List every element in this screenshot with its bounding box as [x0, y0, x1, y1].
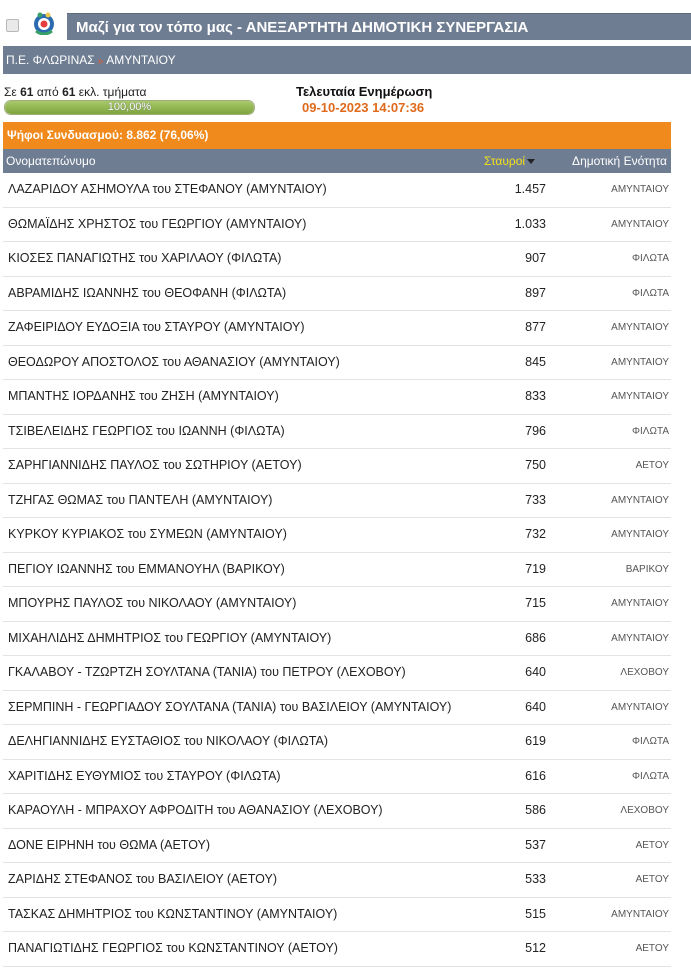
breadcrumb-region-link[interactable]: Π.Ε. ΦΛΩΡΙΝΑΣ [6, 53, 95, 67]
candidate-name: ΤΑΣΚΑΣ ΔΗΜΗΤΡΙΟΣ του ΚΩΝΣΤΑΝΤΙΝΟΥ (ΑΜΥΝΤΑΙΟΥ) [8, 906, 338, 921]
candidate-unit: ΦΙΛΩΤΑ [632, 425, 669, 437]
candidate-votes: 719 [525, 561, 546, 576]
table-row [3, 691, 671, 726]
candidate-name: ΖΑΡΙΔΗΣ ΣΤΕΦΑΝΟΣ του ΒΑΣΙΛΕΙΟΥ (ΑΕΤΟΥ) [8, 872, 277, 886]
table-row [3, 587, 671, 622]
candidate-unit: ΑΜΥΝΤΑΙΟΥ [611, 494, 669, 506]
candidate-name: ΜΠΟΥΡΗΣ ΠΑΥΛΟΣ του ΝΙΚΟΛΑΟΥ (ΑΜΥΝΤΑΙΟΥ) [8, 596, 297, 610]
candidate-unit: ΦΙΛΩΤΑ [632, 287, 669, 299]
progress-counted: 61 [20, 85, 34, 99]
column-header-votes[interactable] [484, 149, 535, 173]
candidate-name: ΓΚΑΛΑΒΟΥ - ΤΖΩΡΤΖΗ ΣΟΥΛΤΑΝΑ (ΤΑΝΙΑ) του ΠΕΤΡΟΥ (ΛΕΧΟΒΟΥ) [8, 665, 406, 679]
candidate-votes: 907 [525, 251, 546, 265]
candidate-unit: ΑΜΥΝΤΑΙΟΥ [611, 391, 669, 402]
progress-suffix: εκλ. τμήματα [78, 85, 147, 99]
candidate-unit: ΑΜΥΝΤΑΙΟΥ [611, 184, 669, 195]
candidate-unit: ΑΜΥΝΤΑΙΟΥ [611, 529, 669, 540]
party-logo-icon [33, 11, 55, 35]
candidate-votes: 833 [525, 389, 546, 403]
candidate-unit: ΑΕΤΟΥ [635, 839, 669, 851]
candidate-name: ΔΕΛΗΓΙΑΝΝΙΔΗΣ ΕΥΣΤΑΘΙΟΣ του ΝΙΚΟΛΑΟΥ (ΦΙΛΩΤΑ) [8, 734, 328, 748]
table-row [3, 380, 671, 415]
table-row [3, 346, 671, 381]
candidate-votes: 897 [525, 285, 546, 300]
column-header-unit[interactable]: Δημοτική Ενότητα [572, 154, 667, 168]
candidate-name: ΤΣΙΒΕΛΕΙΔΗΣ ΓΕΩΡΓΙΟΣ του ΙΩΑΝΝΗ (ΦΙΛΩΤΑ) [8, 423, 285, 438]
select-checkbox[interactable] [6, 19, 19, 32]
table-row [3, 932, 671, 967]
candidate-name: ΔΟΝΕ ΕΙΡΗΝΗ του ΘΩΜΑ (ΑΕΤΟΥ) [8, 837, 211, 852]
candidate-votes: 515 [525, 906, 546, 921]
table-row [3, 622, 671, 657]
candidate-unit: ΛΕΧΟΒΟΥ [620, 667, 669, 678]
candidate-votes: 533 [525, 872, 546, 886]
progress-total: 61 [62, 85, 76, 99]
table-row [3, 760, 671, 795]
candidate-name: ΜΠΑΝΤΗΣ ΙΟΡΔΑΝΗΣ του ΖΗΣΗ (ΑΜΥΝΤΑΙΟΥ) [8, 389, 279, 403]
candidate-unit: ΑΕΤΟΥ [635, 943, 669, 954]
candidate-name: ΤΖΗΓΑΣ ΘΩΜΑΣ του ΠΑΝΤΕΛΗ (ΑΜΥΝΤΑΙΟΥ) [8, 492, 273, 507]
column-header-votes-label: Σταυροί [484, 154, 526, 168]
candidate-name: ΣΑΡΗΓΙΑΝΝΙΔΗΣ ΠΑΥΛΟΣ του ΣΩΤΗΡΙΟΥ (ΑΕΤΟΥ) [8, 458, 302, 472]
combination-votes-bar: Ψήφοι Συνδυασμού: 8.862 (76,06%) [3, 122, 671, 149]
last-update-time: 09-10-2023 14:07:36 [302, 100, 425, 115]
candidate-unit: ΑΜΥΝΤΑΙΟΥ [611, 632, 669, 644]
candidates-table [3, 173, 671, 967]
candidate-votes: 640 [525, 665, 546, 679]
counting-progress [4, 85, 264, 115]
candidate-name: ΘΕΟΔΩΡΟΥ ΑΠΟΣΤΟΛΟΣ του ΑΘΑΝΑΣΙΟΥ (ΑΜΥΝΤΑΙΟΥ) [8, 354, 340, 369]
table-row [3, 794, 671, 829]
table-row [3, 553, 671, 588]
progress-percent: 100,00% [107, 101, 152, 113]
candidate-votes: 733 [525, 492, 546, 507]
candidate-unit: ΦΙΛΩΤΑ [632, 736, 669, 747]
table-row [3, 311, 671, 346]
candidate-votes: 640 [525, 699, 546, 714]
progress-text [4, 85, 264, 99]
candidate-name: ΜΙΧΑΗΛΙΔΗΣ ΔΗΜΗΤΡΙΟΣ του ΓΕΩΡΓΙΟΥ (ΑΜΥΝΤΑΙΟΥ) [8, 630, 332, 645]
progress-middle: από [36, 85, 59, 99]
candidate-unit: ΑΜΥΝΤΑΙΟΥ [611, 322, 669, 333]
candidate-name: ΘΩΜΑΪΔΗΣ ΧΡΗΣΤΟΣ του ΓΕΩΡΓΙΟΥ (ΑΜΥΝΤΑΙΟΥ) [8, 216, 307, 231]
table-row [3, 208, 671, 243]
candidate-name: ΣΕΡΜΠΙΝΗ - ΓΕΩΡΓΙΑΔΟΥ ΣΟΥΛΤΑΝΑ (ΤΑΝΙΑ) του ΒΑΣΙΛΕΙΟΥ (ΑΜΥΝΤΑΙΟΥ) [8, 699, 452, 714]
candidate-votes: 715 [525, 596, 546, 610]
candidate-votes: 512 [525, 941, 546, 955]
progress-prefix: Σε [4, 85, 17, 99]
table-row [3, 449, 671, 484]
candidate-unit: ΑΕΤΟΥ [635, 460, 669, 471]
table-row [3, 656, 671, 691]
candidate-name: ΧΑΡΙΤΙΔΗΣ ΕΥΘΥΜΙΟΣ του ΣΤΑΥΡΟΥ (ΦΙΛΩΤΑ) [8, 768, 281, 783]
progress-bar [4, 100, 255, 115]
sort-desc-icon [527, 159, 535, 164]
candidate-unit: ΛΕΧΟΒΟΥ [620, 805, 669, 816]
table-row [3, 863, 671, 898]
candidate-unit: ΑΜΥΝΤΑΙΟΥ [611, 908, 669, 920]
candidate-votes: 619 [525, 734, 546, 748]
last-update [296, 84, 432, 115]
candidate-unit: ΑΜΥΝΤΑΙΟΥ [611, 218, 669, 230]
table-row [3, 277, 671, 312]
candidate-votes: 586 [525, 803, 546, 817]
breadcrumb-separator: » [97, 56, 104, 67]
candidate-votes: 845 [525, 354, 546, 369]
candidate-unit: ΦΙΛΩΤΑ [632, 253, 669, 264]
breadcrumb-municipality: ΑΜΥΝΤΑΙΟΥ [106, 53, 176, 67]
candidate-unit: ΑΜΥΝΤΑΙΟΥ [611, 598, 669, 609]
page-title: Μαζί για τον τόπο μας - ΑΝΕΞΑΡΤΗΤΗ ΔΗΜΟΤΙΚΗ ΣΥΝΕΡΓΑΣΙΑ [67, 13, 691, 40]
candidate-name: ΖΑΦΕΙΡΙΔΟΥ ΕΥΔΟΞΙΑ του ΣΤΑΥΡΟΥ (ΑΜΥΝΤΑΙΟΥ) [8, 320, 305, 334]
table-row [3, 484, 671, 519]
candidate-name: ΑΒΡΑΜΙΔΗΣ ΙΩΑΝΝΗΣ του ΘΕΟΦΑΝΗ (ΦΙΛΩΤΑ) [8, 285, 287, 300]
table-row [3, 518, 671, 553]
table-row [3, 898, 671, 933]
candidate-votes: 686 [525, 630, 546, 645]
candidate-votes: 1.033 [514, 216, 546, 231]
column-header-name[interactable]: Ονοματεπώνυμο [6, 154, 96, 168]
candidate-name: ΚΙΟΣΕΣ ΠΑΝΑΓΙΩΤΗΣ του ΧΑΡΙΛΑΟΥ (ΦΙΛΩΤΑ) [8, 251, 282, 265]
candidate-name: ΚΑΡΑΟΥΛΗ - ΜΠΡΑΧΟΥ ΑΦΡΟΔΙΤΗ του ΑΘΑΝΑΣΙΟΥ (ΛΕΧΟΒΟΥ) [8, 803, 383, 817]
last-update-label: Τελευταία Ενημέρωση [296, 84, 433, 99]
candidate-name: ΛΑΖΑΡΙΔΟΥ ΑΣΗΜΟΥΛΑ του ΣΤΕΦΑΝΟΥ (ΑΜΥΝΤΑΙΟΥ) [8, 182, 327, 196]
breadcrumb [3, 46, 691, 74]
table-row [3, 415, 671, 450]
candidate-unit: ΑΜΥΝΤΑΙΟΥ [611, 701, 669, 713]
candidate-votes: 537 [525, 837, 546, 852]
table-row [3, 829, 671, 864]
candidate-votes: 750 [525, 458, 546, 472]
candidate-votes: 877 [525, 320, 546, 334]
candidate-name: ΠΕΓΙΟΥ ΙΩΑΝΝΗΣ του ΕΜΜΑΝΟΥΗΛ (ΒΑΡΙΚΟΥ) [8, 561, 285, 576]
table-row [3, 173, 671, 208]
candidate-unit: ΑΕΤΟΥ [635, 874, 669, 885]
page-header [0, 0, 691, 42]
table-row [3, 725, 671, 760]
candidate-votes: 616 [525, 768, 546, 783]
candidate-votes: 1.457 [514, 182, 546, 196]
candidate-unit: ΦΙΛΩΤΑ [632, 770, 669, 782]
candidate-name: ΚΥΡΚΟΥ ΚΥΡΙΑΚΟΣ του ΣΥΜΕΩΝ (ΑΜΥΝΤΑΙΟΥ) [8, 527, 287, 541]
candidate-name: ΠΑΝΑΓΙΩΤΙΔΗΣ ΓΕΩΡΓΙΟΣ του ΚΩΝΣΤΑΝΤΙΝΟΥ (ΑΕΤΟΥ) [8, 941, 338, 955]
candidate-unit: ΒΑΡΙΚΟΥ [625, 563, 669, 575]
candidate-votes: 796 [525, 423, 546, 438]
candidate-votes: 732 [525, 527, 546, 541]
candidate-unit: ΑΜΥΝΤΑΙΟΥ [611, 356, 669, 368]
table-header [3, 149, 671, 173]
table-row [3, 242, 671, 277]
